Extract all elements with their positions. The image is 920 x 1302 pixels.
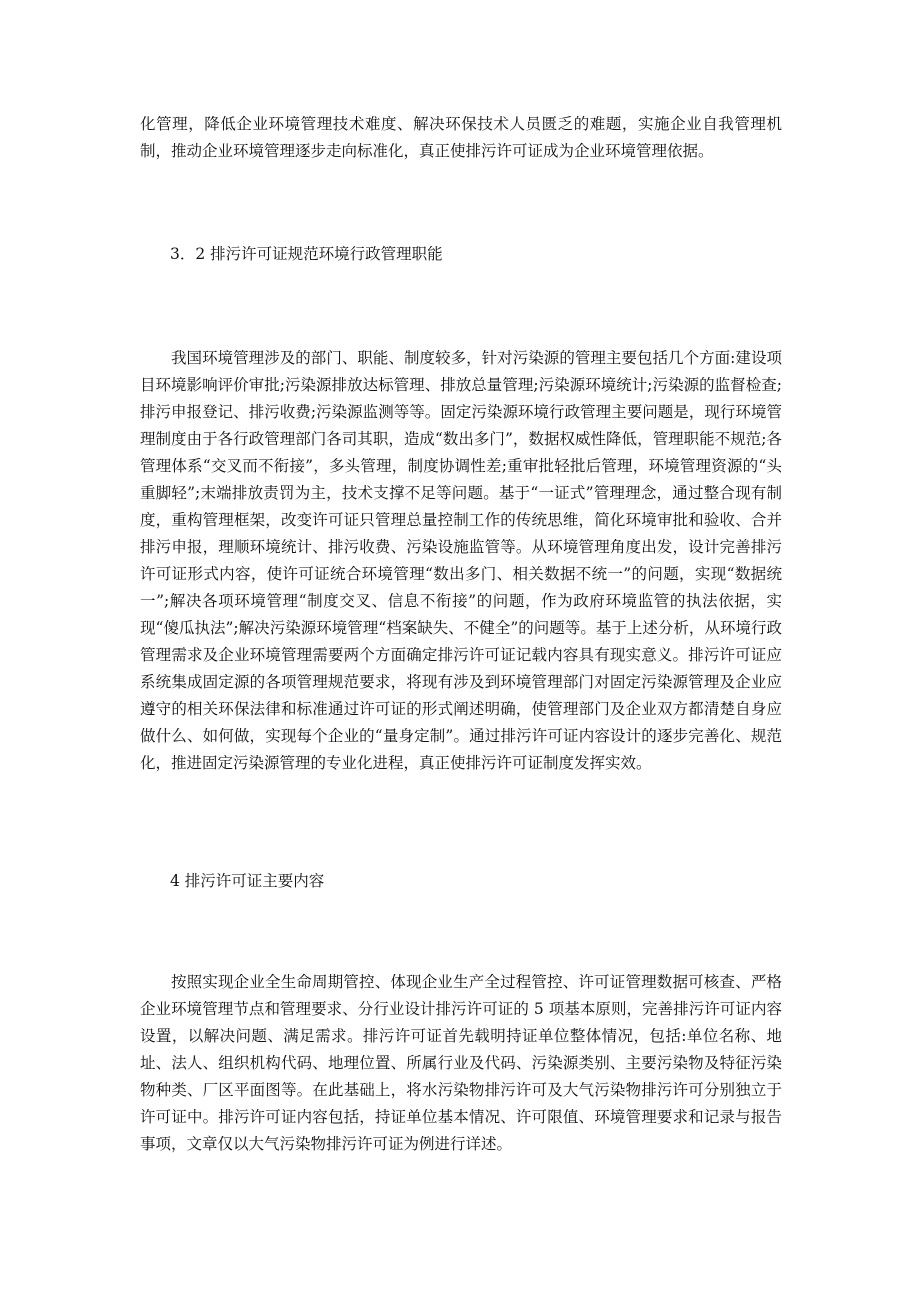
section-3-2-paragraph: 我国环境管理涉及的部门、职能、制度较多，针对污染源的管理主要包括几个方面:建设项目环境影响评价审批;污染源排放达标管理、排放总量管理;污染源环境统计;污染源的监督检查;排污申报登记、排污收费;污染源监测等等。固定污染源环境行政管理主要问题是，现行环境管理制度由于各行政管理部门各司其职，造成“数出多门”，数据权威性降低，管理职能不规范;各管理体系“交叉而不衔接”，多头管理，制度协调性差;重审批轻批后管理，环境管理资源的“头重脚轻”;末端排放责罚为主，技术支撑不足等问题。基于“一证式”管理理念，通过整合现有制度，重构管理框架，改变许可证只管理总量控制工作的传统思维，简化环境审批和验收、合并排污申报，理顺环境统计、排污收费、污染设施监管等。从环境管理角度出发，设计完善排污许可证形式内容，使许可证统合环境管理“数出多门、相关数据不统一”的问题，实现“数据统一”;解决各项环境管理“制度交叉、信息不衔接”的问题，作为政府环境监管的执法依据，实现“傻瓜执法”;解决污染源环境管理“档案缺失、不健全”的问题等。基于上述分析，从环境行政管理需求及企业环境管理需要两个方面确定排污许可证记载内容具有现实意义。排污许可证应系统集成固定源的各项管理规范要求，将现有涉及到环境管理部门对固定污染源管理及企业应遵守的相关环保法律和标准通过许可证的形式阐述明确，使管理部门及企业双方都清楚自身应做什么、如何做，实现每个企业的“量身定制”。通过排污许可证内容设计的逐步完善化、规范化，推进固定污染源管理的专业化进程，真正使排污许可证制度发挥实效。: [140, 349, 782, 772]
section-4-heading: 4 排污许可证主要内容: [170, 872, 325, 890]
section-4-paragraph: 按照实现企业全生命周期管控、体现企业生产全过程管控、许可证管理数据可核查、严格企业环境管理节点和管理要求、分行业设计排污许可证的 5 项基本原则，完善排污许可证内容设置，以解决问题、满足需求。排污许可证首先载明持证单位整体情况，包括:单位名称、地址、法人、组织机构代码、地理位置、所属行业及代码、污染源类别、主要污染物及特征污染物种类、厂区平面图等。在此基础上，将水污染物排污许可及大气污染物排污许可分别独立于许可证中。排污许可证内容包括，持证单位基本情况、许可限值、环境管理要求和记录与报告事项，文章仅以大气污染物排污许可证为例进行详述。: [140, 973, 782, 1153]
intro-paragraph: 化管理，降低企业环境管理技术难度、解决环保技术人员匮乏的难题，实施企业自我管理机制，推动企业环境管理逐步走向标准化，真正使排污许可证成为企业环境管理依据。: [140, 115, 782, 160]
section-3-2-heading: 3．2 排污许可证规范环境行政管理职能: [170, 245, 443, 263]
